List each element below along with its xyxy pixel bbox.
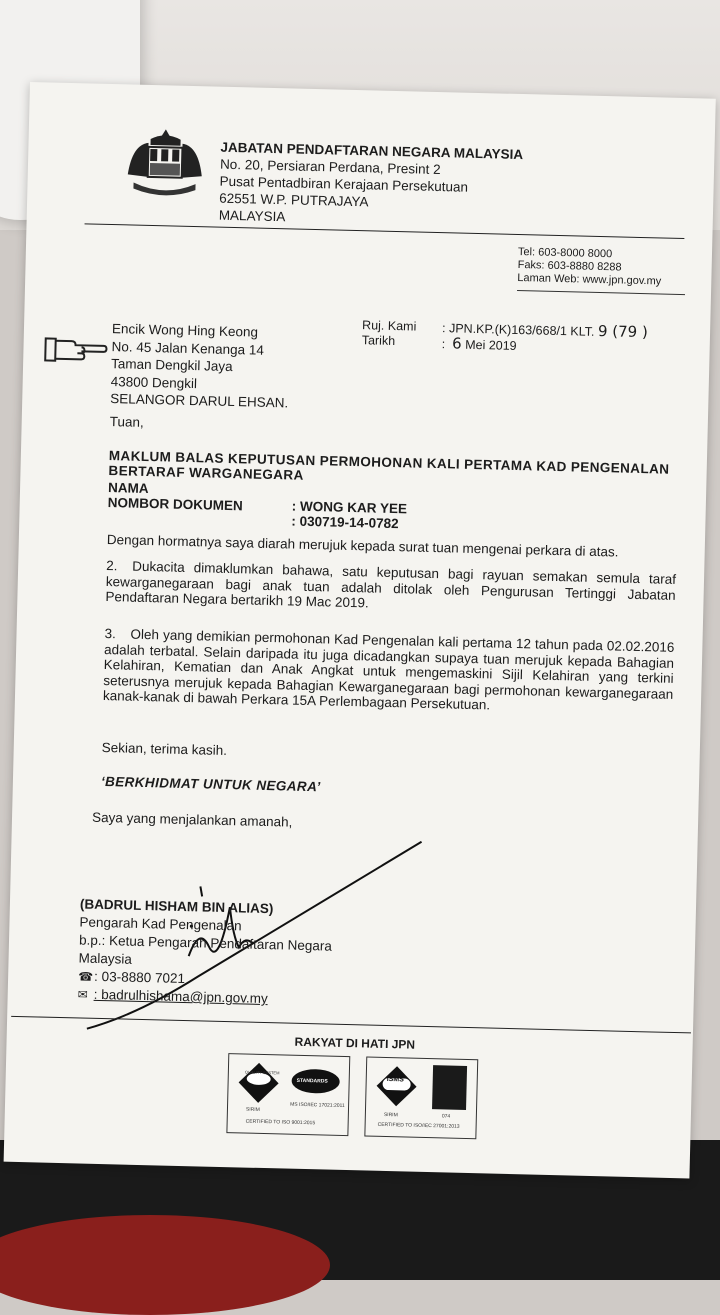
agency-address-2: Pusat Pentadbiran Kerajaan Persekutuan <box>219 173 469 195</box>
closing: Sekian, terima kasih. <box>101 739 228 759</box>
agency-address-1: No. 20, Persiaran Perdana, Presint 2 <box>219 156 441 178</box>
p3-text: Oleh yang demikian permohonan Kad Pengenalan kali pertama 12 tahun pada 02.02.2016 adalah terbatal. Selain daripada itu juga dicadangkan supaya tuan merujuk kepada Bahagian Kelahiran, Kematian dan Anak Angkat untuk mengemaskini Sijil Kelahiran yang terkini seterusnya merujuk kepada Bahagian Kewarganegaraan bagi permohonan kewarganegaraan kanak-kanak di bawah Perkara 15A Perlembagaan Persekutuan. <box>102 626 675 713</box>
cert2-brand: SIRIM <box>383 1111 398 1119</box>
signer-title: Pengarah Kad Pengenalan <box>79 914 242 934</box>
salutation: Tuan, <box>109 414 144 430</box>
recipient-address <box>110 320 290 412</box>
signer-email[interactable]: : badrulhishama@jpn.gov.my <box>93 986 268 1007</box>
recipient-line-2: No. 45 Jalan Kenanga 14 <box>111 338 265 358</box>
date-rest: Mei 2019 <box>465 337 517 353</box>
pointing-hand-icon <box>43 330 108 368</box>
subject-field-values <box>291 499 407 532</box>
certification-badge-isms <box>364 1057 478 1140</box>
reference-values <box>442 320 648 357</box>
doc-label: NOMBOR DOKUMEN <box>107 495 243 514</box>
signer-phone: : 03-8880 7021 <box>93 968 186 987</box>
body-paragraph-2 <box>105 558 676 618</box>
certification-badge-qms <box>226 1053 350 1136</box>
signer-name: (BADRUL HISHAM BIN ALIAS) <box>79 896 274 917</box>
cert1-brand: SIRIM <box>245 1106 260 1113</box>
recipient-line-5: SELANGOR DARUL EHSAN. <box>110 391 289 411</box>
ref-handwritten: 9 (79 ) <box>597 321 649 342</box>
agency-tel: Tel: 603-8000 8000 <box>517 245 613 261</box>
date-day: 6 <box>451 334 462 353</box>
trust-line: Saya yang menjalankan amanah, <box>91 809 293 830</box>
recipient-line-1: Encik Wong Hing Keong <box>111 321 259 340</box>
background-red-object <box>0 1215 330 1315</box>
agency-header <box>219 139 524 231</box>
mail-icon: ✉ <box>77 987 88 1002</box>
date-sep: : <box>441 337 446 352</box>
phone-icon: ☎ <box>77 969 94 984</box>
reference-labels <box>362 318 417 349</box>
doc-value: : 030719-14-0782 <box>291 513 399 532</box>
cert2-certified: CERTIFIED TO ISO/IEC 27001:2013 <box>377 1121 460 1130</box>
agency-contact <box>517 246 662 289</box>
agency-address-3: 62551 W.P. PUTRAJAYA <box>219 190 369 210</box>
agency-web: Laman Web: www.jpn.gov.my <box>517 271 662 288</box>
cert1-logo-text: STANDARDS <box>296 1077 328 1085</box>
contact-divider <box>517 290 685 295</box>
footer-motto: RAKYAT DI HATI JPN <box>294 1034 416 1052</box>
agency-fax: Faks: 603-8880 8288 <box>517 258 622 274</box>
body-paragraph-1: Dengan hormatnya saya diarah merujuk kepada surat tuan mengenai perkara di atas. <box>106 532 619 560</box>
signer-country: Malaysia <box>78 950 133 967</box>
agency-name: JABATAN PENDAFTARAN NEGARA MALAYSIA <box>220 139 524 163</box>
ref-label: Ruj. Kami <box>361 318 417 334</box>
p2-text: Dukacita dimaklumkan bahawa, satu keputusan bagi rayuan semakan semula taraf kewarganegaraan bagi anak tuan adalah ditolak oleh Pengurusan Tertinggi Jabatan Pendaftaran Negara bertarikh 19 Mac 2019. <box>105 558 677 611</box>
cert2-dark-emblem <box>432 1065 467 1110</box>
letter-paper <box>4 82 716 1178</box>
name-label: NAMA <box>107 480 149 497</box>
subject-field-labels <box>108 480 244 513</box>
recipient-line-3: Taman Dengkil Jaya <box>110 356 233 375</box>
sirim-diamond-icon <box>236 1060 281 1105</box>
date-label: Tarikh <box>361 333 396 348</box>
cert2-number: 074 <box>441 1113 451 1120</box>
motto: ‘BERKHIDMAT UNTUK NEGARA’ <box>100 773 321 795</box>
isms-diamond-icon <box>374 1064 419 1109</box>
p3-number: 3. <box>104 625 116 642</box>
cert1-certified: CERTIFIED TO ISO 9001:2015 <box>245 1118 316 1127</box>
body-paragraph-3 <box>103 626 675 717</box>
ref-value: : JPN.KP.(K)163/668/1 KLT. <box>441 321 595 339</box>
coat-of-arms-icon <box>119 124 211 206</box>
p2-number: 2. <box>106 558 118 574</box>
recipient-line-4: 43800 Dengkil <box>110 373 198 391</box>
agency-address-4: MALAYSIA <box>218 207 286 225</box>
cert2-badge-text: ISMS <box>386 1076 404 1084</box>
name-value: : WONG KAR YEE <box>291 498 408 517</box>
cert1-badge-text: QUALITY SYSTEM <box>244 1069 280 1076</box>
subject-title: MAKLUM BALAS KEPUTUSAN PERMOHONAN KALI PERTAMA KAD PENGENALAN BERTARAF WARGANEGARA <box>108 448 670 483</box>
signer-bp: b.p.: Ketua Pengarah Pendaftaran Negara <box>78 932 333 954</box>
cert1-standard: MS ISO/IEC 17021:2011 <box>290 1101 345 1109</box>
signer-block <box>78 895 334 1009</box>
